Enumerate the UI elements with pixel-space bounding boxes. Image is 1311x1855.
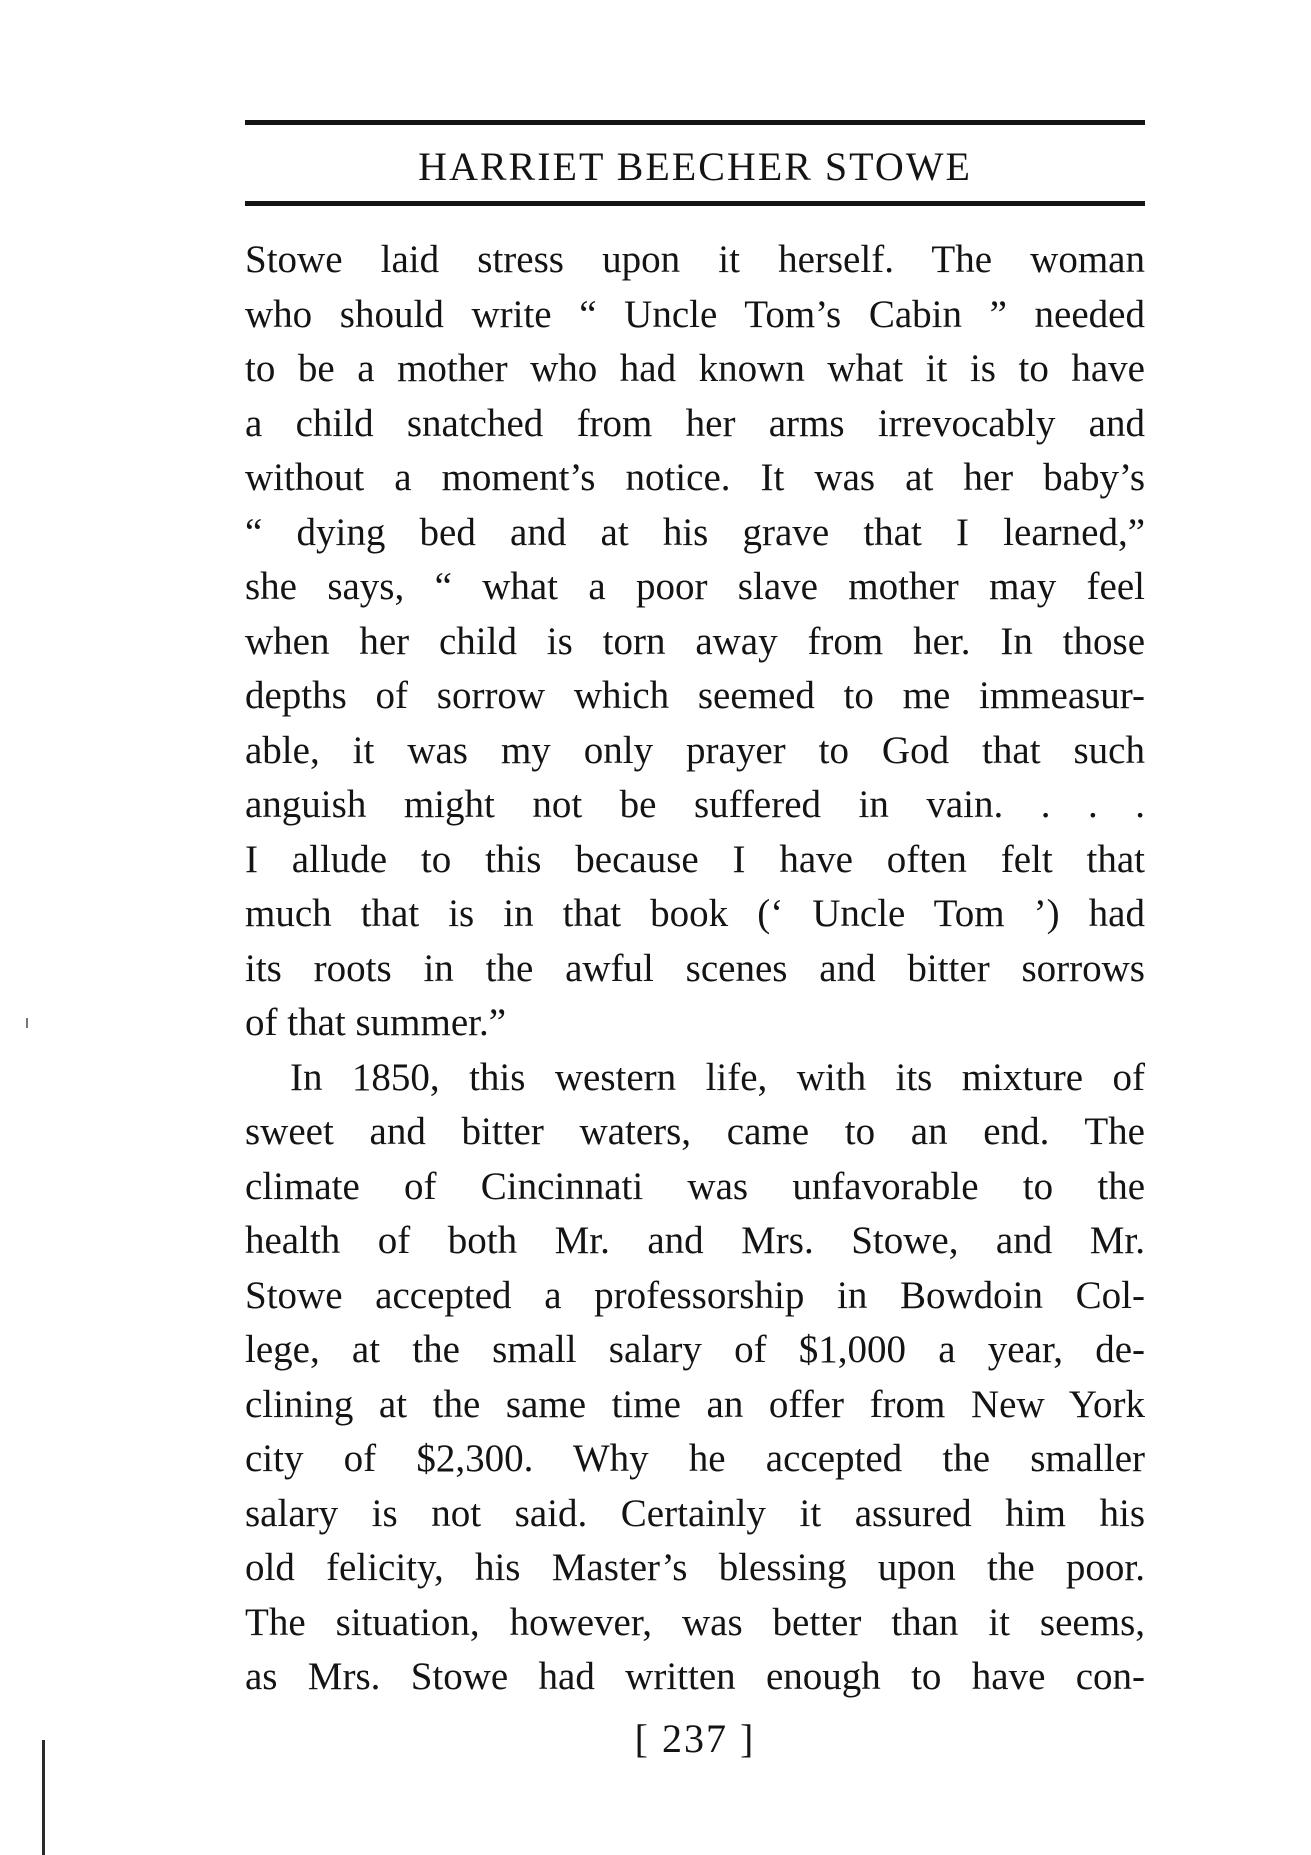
body-text — [245, 233, 1145, 1705]
text-line: anguish might not be suffered in vain. . . . — [245, 783, 1145, 826]
running-head: HARRIET BEECHER STOWE — [418, 144, 972, 189]
text-line: clining at the same time an offer from New York — [245, 1382, 1145, 1426]
text-line: I allude to this because I have often felt that — [245, 837, 1145, 881]
scan-artifact-bar — [42, 1740, 45, 1855]
text-line: its roots in the awful scenes and bitter sorrows — [245, 946, 1145, 990]
text-line: “ dying bed and at his grave that I learned,” — [245, 510, 1145, 554]
page-number: [ 237 ] — [634, 1716, 756, 1761]
paragraph-start-line: In 1850, this western life, with its mixture of — [290, 1055, 1145, 1099]
text-line: city of $2,300. Why he accepted the smaller — [245, 1437, 1145, 1480]
header-rule-top — [245, 120, 1145, 125]
text-line: without a moment’s notice. It was at her baby’s — [245, 456, 1145, 499]
text-line: she says, “ what a poor slave mother may feel — [245, 565, 1145, 608]
text-line: sweet and bitter waters, came to an end. The — [245, 1110, 1145, 1153]
text-line: who should write “ Uncle Tom’s Cabin ” needed — [245, 292, 1145, 336]
text-line: much that is in that book (‘ Uncle Tom ’) had — [245, 892, 1145, 935]
text-line: salary is not said. Certainly it assured him his — [245, 1491, 1145, 1535]
text-line: Stowe laid stress upon it herself. The woman — [245, 238, 1145, 281]
text-line: climate of Cincinnati was unfavorable to the — [245, 1164, 1145, 1208]
text-line: as Mrs. Stowe had written enough to have con- — [245, 1655, 1145, 1698]
text-line: lege, at the small salary of $1,000 a year, de- — [245, 1328, 1145, 1371]
text-line: to be a mother who had known what it is to have — [245, 347, 1145, 390]
paragraph-end-line: of that summer.” — [245, 1001, 507, 1044]
text-line: when her child is torn away from her. In those — [245, 619, 1145, 663]
text-line: health of both Mr. and Mrs. Stowe, and Mr. — [245, 1219, 1145, 1262]
text-line: a child snatched from her arms irrevocably and — [245, 401, 1145, 445]
header-rule-bottom — [245, 201, 1145, 206]
text-line: The situation, however, was better than it seems, — [245, 1600, 1145, 1644]
text-line: Stowe accepted a professorship in Bowdoin Col- — [245, 1273, 1145, 1317]
text-line: depths of sorrow which seemed to me immeasur- — [245, 674, 1145, 717]
text-line: able, it was my only prayer to God that such — [245, 728, 1145, 772]
text-line: old felicity, his Master’s blessing upon the poor. — [245, 1546, 1145, 1589]
scan-artifact-dot — [26, 1018, 28, 1028]
